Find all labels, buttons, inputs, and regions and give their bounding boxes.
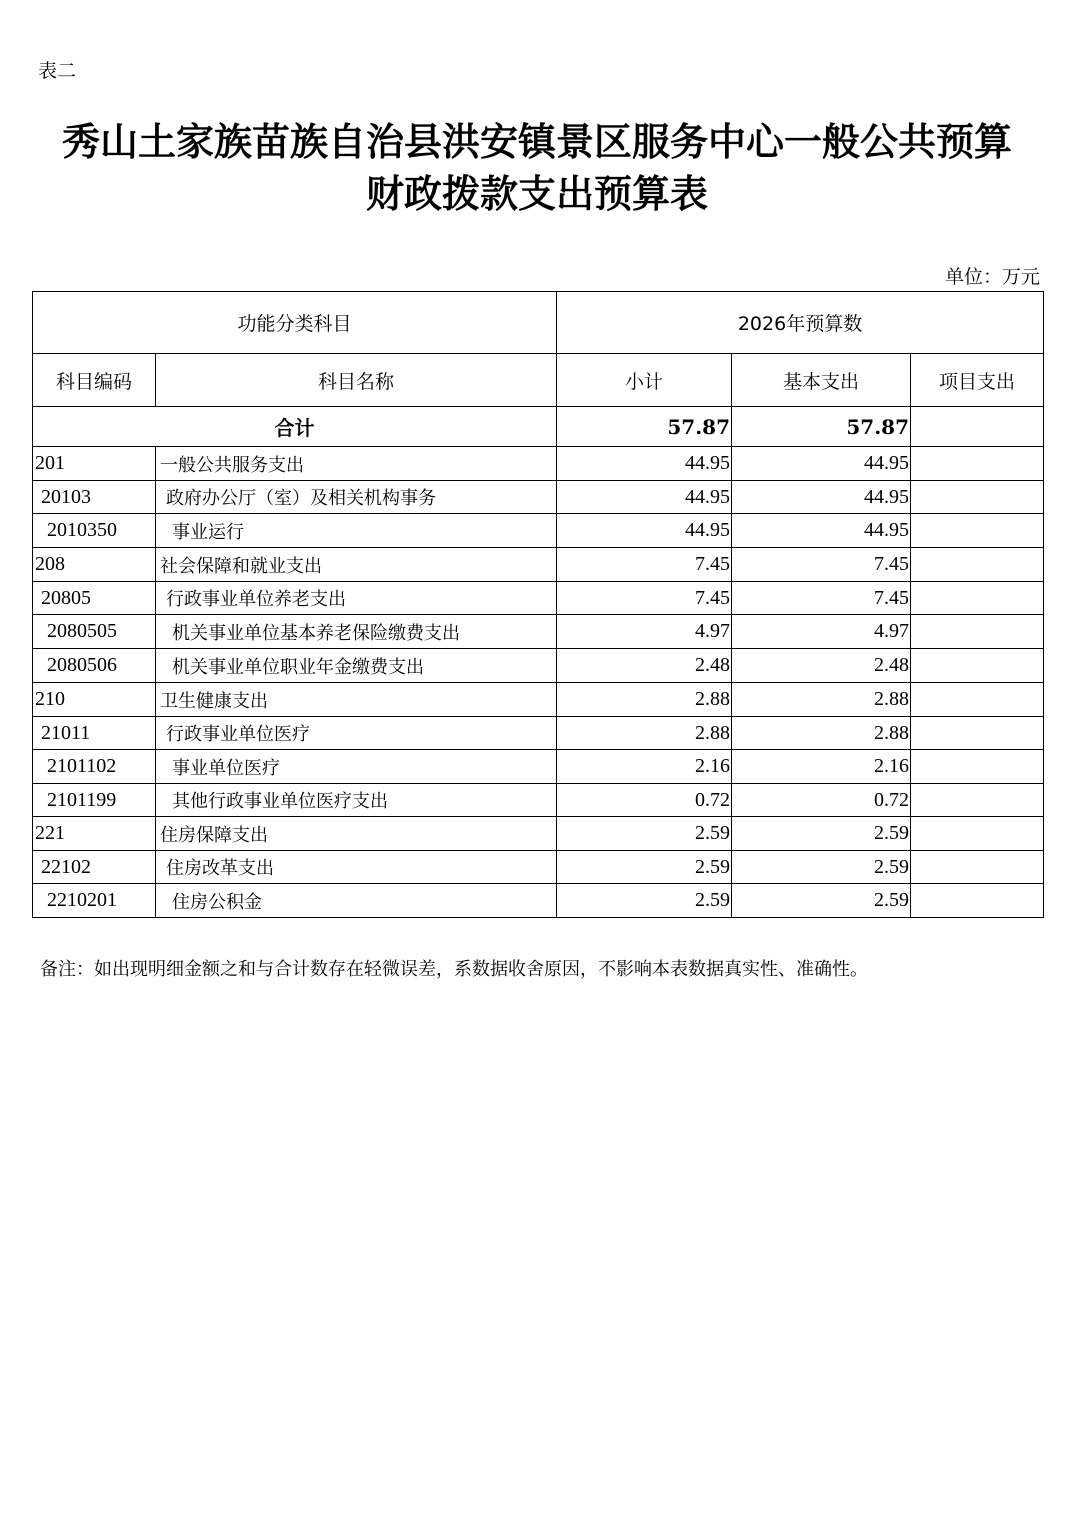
row-code: 210	[33, 683, 156, 717]
row-code: 208	[33, 548, 156, 582]
row-name: 住房保障支出	[156, 817, 557, 851]
row-subtotal: 44.95	[557, 514, 732, 548]
row-subtotal: 2.59	[557, 851, 732, 884]
row-basic: 2.16	[732, 750, 911, 784]
row-project	[911, 817, 1044, 851]
header-name: 科目名称	[156, 354, 557, 407]
row-subtotal: 2.59	[557, 817, 732, 851]
row-basic: 2.48	[732, 649, 911, 683]
table-body	[33, 447, 1044, 918]
row-project	[911, 717, 1044, 750]
row-code: 21011	[33, 717, 156, 750]
row-basic: 2.59	[732, 884, 911, 918]
row-basic: 2.88	[732, 717, 911, 750]
row-subtotal: 7.45	[557, 548, 732, 582]
row-basic: 7.45	[732, 582, 911, 615]
row-project	[911, 750, 1044, 784]
row-project	[911, 514, 1044, 548]
total-subtotal: 57.87	[557, 407, 732, 447]
page-title	[0, 116, 1074, 220]
table-row	[33, 447, 1044, 481]
row-name: 住房改革支出	[156, 851, 557, 884]
header-project: 项目支出	[911, 354, 1044, 407]
row-basic: 2.88	[732, 683, 911, 717]
header-code: 科目编码	[33, 354, 156, 407]
row-name: 机关事业单位基本养老保险缴费支出	[156, 615, 557, 649]
row-name: 行政事业单位养老支出	[156, 582, 557, 615]
row-basic: 2.59	[732, 817, 911, 851]
table-row	[33, 649, 1044, 683]
row-name: 政府办公厅（室）及相关机构事务	[156, 481, 557, 514]
row-subtotal: 2.16	[557, 750, 732, 784]
header-basic: 基本支出	[732, 354, 911, 407]
row-project	[911, 884, 1044, 918]
row-subtotal: 7.45	[557, 582, 732, 615]
table-row	[33, 817, 1044, 851]
row-name: 事业单位医疗	[156, 750, 557, 784]
row-code: 2080506	[33, 649, 156, 683]
row-project	[911, 447, 1044, 481]
table-row	[33, 615, 1044, 649]
row-project	[911, 582, 1044, 615]
total-project	[911, 407, 1044, 447]
row-basic: 2.59	[732, 851, 911, 884]
total-row	[33, 407, 1044, 447]
row-basic: 44.95	[732, 447, 911, 481]
row-code: 201	[33, 447, 156, 481]
row-project	[911, 683, 1044, 717]
row-subtotal: 4.97	[557, 615, 732, 649]
table-row	[33, 481, 1044, 514]
title-line-2: 财政拨款支出预算表	[365, 171, 708, 216]
row-subtotal: 0.72	[557, 784, 732, 817]
footnote: 备注：如出现明细金额之和与合计数存在轻微误差，系数据收舍原因，不影响本表数据真实性、准确性。	[40, 959, 868, 980]
title-line-1: 秀山土家族苗族自治县洪安镇景区服务中心一般公共预算	[61, 119, 1012, 164]
row-name: 社会保障和就业支出	[156, 548, 557, 582]
row-code: 2101102	[33, 750, 156, 784]
table-row	[33, 750, 1044, 784]
row-subtotal: 2.59	[557, 884, 732, 918]
row-name: 机关事业单位职业年金缴费支出	[156, 649, 557, 683]
table-row	[33, 683, 1044, 717]
row-subtotal: 2.88	[557, 683, 732, 717]
budget-table	[32, 291, 1044, 918]
table-row	[33, 884, 1044, 918]
row-basic: 0.72	[732, 784, 911, 817]
row-subtotal: 2.88	[557, 717, 732, 750]
table-row	[33, 717, 1044, 750]
total-label: 合计	[33, 407, 557, 447]
row-code: 20103	[33, 481, 156, 514]
row-name: 一般公共服务支出	[156, 447, 557, 481]
row-code: 221	[33, 817, 156, 851]
row-name: 事业运行	[156, 514, 557, 548]
table-row	[33, 784, 1044, 817]
table-row	[33, 851, 1044, 884]
row-subtotal: 44.95	[557, 447, 732, 481]
row-basic: 44.95	[732, 481, 911, 514]
row-project	[911, 784, 1044, 817]
header-subtotal: 小计	[557, 354, 732, 407]
unit-label: 单位：万元	[944, 266, 1040, 288]
total-basic: 57.87	[732, 407, 911, 447]
row-code: 20805	[33, 582, 156, 615]
row-basic: 7.45	[732, 548, 911, 582]
header-budget-year: 2026年预算数	[557, 292, 1044, 354]
table-row	[33, 582, 1044, 615]
row-code: 2010350	[33, 514, 156, 548]
row-subtotal: 2.48	[557, 649, 732, 683]
row-name: 其他行政事业单位医疗支出	[156, 784, 557, 817]
row-subtotal: 44.95	[557, 481, 732, 514]
header-row-1	[33, 292, 1044, 354]
row-project	[911, 649, 1044, 683]
row-basic: 44.95	[732, 514, 911, 548]
row-project	[911, 615, 1044, 649]
row-code: 2080505	[33, 615, 156, 649]
row-name: 卫生健康支出	[156, 683, 557, 717]
table-number: 表二	[38, 60, 77, 82]
row-name: 行政事业单位医疗	[156, 717, 557, 750]
row-code: 22102	[33, 851, 156, 884]
row-project	[911, 481, 1044, 514]
table-row	[33, 514, 1044, 548]
row-project	[911, 851, 1044, 884]
header-func-class: 功能分类科目	[33, 292, 557, 354]
row-project	[911, 548, 1044, 582]
row-basic: 4.97	[732, 615, 911, 649]
header-row-2	[33, 354, 1044, 407]
row-code: 2101199	[33, 784, 156, 817]
table-row	[33, 548, 1044, 582]
row-code: 2210201	[33, 884, 156, 918]
row-name: 住房公积金	[156, 884, 557, 918]
